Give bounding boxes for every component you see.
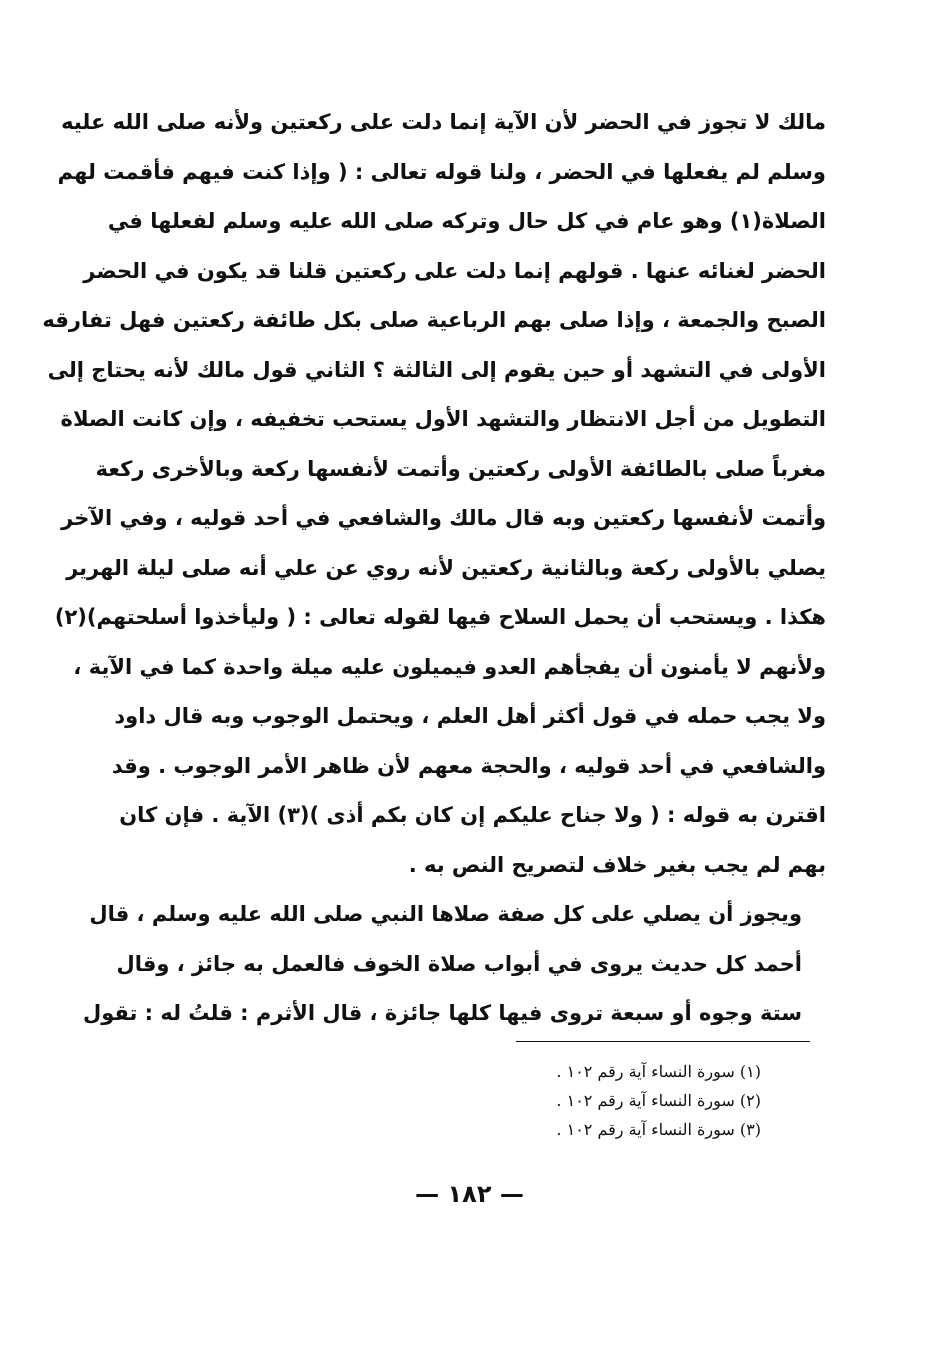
text-line: اقترن به قوله : ( ولا جناح عليكم إن كان بكم أذى )(٣) الآية . فإن كان [119, 803, 826, 827]
text-line: الصلاة(١) وهو عام في كل حال وتركه صلى الله عليه وسلم لفعلها في [107, 209, 826, 233]
text-line: ولأنهم لا يأمنون أن يفجأهم العدو فيميلون عليه ميلة واحدة كما في الآية ، [73, 654, 826, 679]
text-line: ولا يجب حمله في قول أكثر أهل العلم ، ويحتمل الوجوب وبه قال داود [114, 704, 826, 728]
text-line: أحمد كل حديث يروى في أبواب صلاة الخوف فالعمل به جائز ، وقال [116, 951, 802, 976]
footnote-1: (١) سورة النساء آية رقم ١٠٢ . [556, 1062, 761, 1081]
text-line: الصبح والجمعة ، وإذا صلى بهم الرباعية صلى بكل طائفة ركعتين فهل تفارقه [42, 308, 826, 332]
main-text [42, 98, 826, 1039]
text-line: وسلم لم يفعلها في الحضر ، ولنا قوله تعالى : ( وإذا كنت فيهم فأقمت لهم [57, 159, 826, 184]
text-line: بهم لم يجب بغير خلاف لتصريح النص به . [408, 852, 826, 877]
text-line: ويجوز أن يصلي على كل صفة صلاها النبي صلى الله عليه وسلم ، قال [89, 902, 802, 926]
text-line: يصلي بالأولى ركعة وبالثانية ركعتين لأنه روي عن علي أنه صلى ليلة الهرير [66, 555, 826, 580]
text-line: وأتمت لأنفسها ركعتين وبه قال مالك والشافعي في أحد قوليه ، وفي الآخر [61, 506, 826, 530]
footnotes [441, 1057, 761, 1144]
footnote-2: (٢) سورة النساء آية رقم ١٠٢ . [556, 1091, 761, 1110]
text-line: ستة وجوه أو سبعة تروى فيها كلها جائزة ، قال الأثرم : قلتُ له : تقول [82, 1001, 802, 1025]
page-number: — ١٨٢ — [415, 1180, 524, 1208]
text-line: الأولى في التشهد أو حين يقوم إلى الثالثة ؟ الثاني قول مالك لأنه يحتاج إلى [47, 357, 826, 382]
text-line: والشافعي في أحد قوليه ، والحجة معهم لأن ظاهر الأمر الوجوب . وقد [111, 753, 826, 778]
text-line: الحضر لغنائه عنها . قولهم إنما دلت على ركعتين قلنا قد يكون في الحضر [83, 258, 826, 283]
footnote-3: (٣) سورة النساء آية رقم ١٠٢ . [556, 1120, 761, 1139]
paragraph-1 [42, 98, 826, 890]
paragraph-2 [82, 890, 826, 1039]
text-line: مالك لا تجوز في الحضر لأن الآية إنما دلت على ركعتين ولأنه صلى الله عليه [61, 110, 826, 134]
footnote-divider [516, 1041, 810, 1042]
text-line: مغرباً صلى بالطائفة الأولى ركعتين وأتمت لأنفسها ركعة وبالأخرى ركعة [95, 456, 826, 481]
text-line: التطويل من أجل الانتظار والتشهد الأول يستحب تخفيفه ، وإن كانت الصلاة [60, 407, 826, 431]
text-line: هكذا . ويستحب أن يحمل السلاح فيها لقوله تعالى : ( وليأخذوا أسلحتهم)(٢) [54, 605, 826, 629]
